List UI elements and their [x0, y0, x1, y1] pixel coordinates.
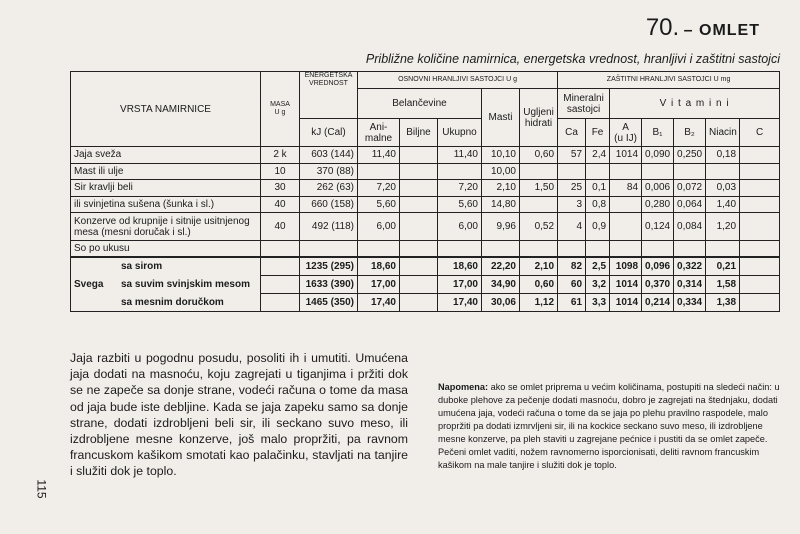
table-row — [71, 213, 780, 241]
value-cell: 0,006 — [642, 180, 674, 197]
value-cell: 0,090 — [642, 147, 674, 164]
header-plant: Biljne — [400, 119, 438, 147]
value-cell: 0,124 — [642, 213, 674, 241]
header-mass: MASA U g — [261, 72, 300, 147]
total-value-cell: 0,370 — [642, 276, 674, 294]
value-cell: 40 — [261, 213, 300, 241]
value-cell — [358, 163, 400, 180]
total-value-cell: 34,90 — [482, 276, 520, 294]
value-cell — [610, 241, 642, 258]
value-cell: 3 — [558, 196, 586, 213]
value-cell: 6,00 — [358, 213, 400, 241]
header-a: A (u IJ) — [610, 119, 642, 147]
total-value-cell: 18,60 — [438, 257, 482, 276]
header-fats: Masti — [482, 89, 520, 147]
value-cell: 0,8 — [586, 196, 610, 213]
value-cell — [558, 163, 586, 180]
total-value-cell — [740, 294, 780, 312]
total-value-cell: 1098 — [610, 257, 642, 276]
value-cell — [642, 163, 674, 180]
header-vitamins: V i t a m i n i — [610, 89, 780, 119]
total-value-cell: 1,58 — [706, 276, 740, 294]
total-value-cell: 3,3 — [586, 294, 610, 312]
table-row — [71, 180, 780, 197]
value-cell: 84 — [610, 180, 642, 197]
value-cell: 370 (88) — [300, 163, 358, 180]
value-cell — [740, 147, 780, 164]
total-value-cell: 3,2 — [586, 276, 610, 294]
total-value-cell: 2,10 — [520, 257, 558, 276]
total-variant-cell — [121, 257, 300, 276]
header-niacin: Niacin — [706, 119, 740, 147]
total-variant-cell — [121, 276, 300, 294]
header-kj: kJ (Cal) — [300, 119, 358, 147]
food-name-cell: Jaja sveža — [71, 147, 261, 164]
total-value-cell: 17,00 — [438, 276, 482, 294]
value-cell — [400, 180, 438, 197]
value-cell: 5,60 — [358, 196, 400, 213]
value-cell: 7,20 — [358, 180, 400, 197]
value-cell: 492 (118) — [300, 213, 358, 241]
value-cell: 11,40 — [438, 147, 482, 164]
value-cell — [706, 241, 740, 258]
total-value-cell: 17,00 — [358, 276, 400, 294]
value-cell: 0,03 — [706, 180, 740, 197]
table-row — [71, 163, 780, 180]
total-value-cell: 17,40 — [438, 294, 482, 312]
food-name-cell: Sir kravlji beli — [71, 180, 261, 197]
header-total: Ukupno — [438, 119, 482, 147]
value-cell — [586, 163, 610, 180]
value-cell — [400, 147, 438, 164]
food-name-cell: Mast ili ulje — [71, 163, 261, 180]
recipe-number: 70. — [645, 14, 680, 41]
value-cell: 0,250 — [674, 147, 706, 164]
value-cell: 5,60 — [438, 196, 482, 213]
value-cell — [674, 163, 706, 180]
table-caption: Približne količine namirnica, energetska vrednost, hranljivi i zaštitni sastojci — [365, 52, 780, 66]
value-cell: 0,084 — [674, 213, 706, 241]
value-cell: 0,9 — [586, 213, 610, 241]
value-cell: 1,20 — [706, 213, 740, 241]
total-value-cell: 0,60 — [520, 276, 558, 294]
value-cell: 10 — [261, 163, 300, 180]
value-cell: 1014 — [610, 147, 642, 164]
value-cell: 10,00 — [482, 163, 520, 180]
table-row — [71, 241, 780, 258]
value-cell — [520, 163, 558, 180]
header-energy: ENERGETSKA VREDNOST — [300, 72, 358, 119]
value-cell: 30 — [261, 180, 300, 197]
value-cell — [520, 241, 558, 258]
food-name-cell: So po ukusu — [71, 241, 261, 258]
value-cell — [300, 241, 358, 258]
value-cell: 2 k — [261, 147, 300, 164]
value-cell: 0,60 — [520, 147, 558, 164]
value-cell: 603 (144) — [300, 147, 358, 164]
total-value-cell — [400, 294, 438, 312]
value-cell — [740, 241, 780, 258]
total-value-cell: 1,12 — [520, 294, 558, 312]
value-cell: 11,40 — [358, 147, 400, 164]
value-cell — [740, 196, 780, 213]
header-c: C — [740, 119, 780, 147]
value-cell — [358, 241, 400, 258]
value-cell: 14,80 — [482, 196, 520, 213]
header-b1: B₁ — [642, 119, 674, 147]
header-ca: Ca — [558, 119, 586, 147]
value-cell: 0,18 — [706, 147, 740, 164]
note-label: Napomena: — [438, 382, 489, 392]
total-value-cell — [740, 257, 780, 276]
total-value-cell: 1,38 — [706, 294, 740, 312]
value-cell — [400, 241, 438, 258]
total-label: Svega — [71, 257, 261, 312]
value-cell — [610, 196, 642, 213]
value-cell: 1,50 — [520, 180, 558, 197]
value-cell: 0,072 — [674, 180, 706, 197]
note — [438, 381, 783, 472]
value-cell: 2,10 — [482, 180, 520, 197]
food-name-cell: Konzerve od krupnije i sitnije usitnjenog mesa (mesni doručak i sl.) — [71, 213, 261, 241]
value-cell — [558, 241, 586, 258]
value-cell — [400, 196, 438, 213]
header-b2: B₂ — [674, 119, 706, 147]
total-value-cell — [400, 276, 438, 294]
table-row — [71, 147, 780, 164]
total-value-cell: 30,06 — [482, 294, 520, 312]
total-variant-cell — [121, 294, 300, 312]
header-food: VRSTA NAMIRNICE — [71, 72, 261, 147]
value-cell: 0,280 — [642, 196, 674, 213]
value-cell: 40 — [261, 196, 300, 213]
value-cell: 0,52 — [520, 213, 558, 241]
total-value-cell: 0,334 — [674, 294, 706, 312]
total-value-cell: 0,096 — [642, 257, 674, 276]
total-value-cell — [740, 276, 780, 294]
value-cell — [740, 180, 780, 197]
value-cell — [400, 163, 438, 180]
value-cell — [261, 241, 300, 258]
total-value-cell: 60 — [558, 276, 586, 294]
total-value-cell: 61 — [558, 294, 586, 312]
value-cell — [482, 241, 520, 258]
total-value-cell: 2,5 — [586, 257, 610, 276]
value-cell — [520, 196, 558, 213]
header-animal: Ani- malne — [358, 119, 400, 147]
total-value-cell: 17,40 — [358, 294, 400, 312]
value-cell — [610, 213, 642, 241]
total-value-cell: 82 — [558, 257, 586, 276]
total-variant-label: sa mesnim doručkom — [121, 297, 224, 308]
total-value-cell: 1235 (295) — [300, 257, 358, 276]
header-proteins: Belančevine — [358, 89, 482, 119]
value-cell: 262 (63) — [300, 180, 358, 197]
value-cell — [642, 241, 674, 258]
total-value-cell: 1014 — [610, 294, 642, 312]
total-value-cell: 0,322 — [674, 257, 706, 276]
value-cell: 7,20 — [438, 180, 482, 197]
total-variant-label: sa sirom — [121, 261, 163, 272]
value-cell — [438, 241, 482, 258]
recipe-title — [646, 14, 760, 42]
value-cell: 4 — [558, 213, 586, 241]
value-cell: 0,064 — [674, 196, 706, 213]
total-value-cell: 18,60 — [358, 257, 400, 276]
header-basic: OSNOVNI HRANLJIVI SASTOJCI U g — [358, 72, 558, 89]
value-cell — [674, 241, 706, 258]
header-protective: ZAŠTITNI HRANLJIVI SASTOJCI U mg — [558, 72, 780, 89]
value-cell: 0,1 — [586, 180, 610, 197]
value-cell — [740, 213, 780, 241]
value-cell: 1,40 — [706, 196, 740, 213]
total-value-cell: 1633 (390) — [300, 276, 358, 294]
total-value-cell — [400, 257, 438, 276]
value-cell: 2,4 — [586, 147, 610, 164]
total-variant-label: sa suvim svinjskim mesom — [121, 279, 250, 290]
total-value-cell: 1465 (350) — [300, 294, 358, 312]
total-value-cell: 0,214 — [642, 294, 674, 312]
value-cell — [610, 163, 642, 180]
page-number: 115 — [34, 479, 49, 499]
value-cell — [400, 213, 438, 241]
note-text: ako se omlet priprema u većim količinama, postupiti na sledeći način: u duboke plehove za pečenje dodati masnoću, dobro je zagrejati na štednjaku, dodati umućena jaja, vodeći računa o tome da se jaja po plehu pravilno raspodele, malo propržiti pa dodati izmrvljeni sir, ili na kockice seckano suvo meso, ili izdrobljene mesne konzerve, pa pleh staviti u zagrejane pećnice i pustiti da se omlet zapeče. Pečeni omlet vaditi, nožem ravnomerno isporcionisati, deliti ravnom francuskim kašikom na male tanjire i služiti dok je toplo. — [438, 382, 780, 470]
total-value-cell: 1014 — [610, 276, 642, 294]
value-cell — [438, 163, 482, 180]
value-cell — [586, 241, 610, 258]
table-row — [71, 196, 780, 213]
value-cell — [706, 163, 740, 180]
total-value-cell: 0,314 — [674, 276, 706, 294]
food-name-cell: ili svinjetina sušena (šunka i sl.) — [71, 196, 261, 213]
value-cell: 660 (158) — [300, 196, 358, 213]
value-cell: 9,96 — [482, 213, 520, 241]
value-cell: 57 — [558, 147, 586, 164]
value-cell — [740, 163, 780, 180]
header-fe: Fe — [586, 119, 610, 147]
total-value-cell: 22,20 — [482, 257, 520, 276]
value-cell: 10,10 — [482, 147, 520, 164]
value-cell: 25 — [558, 180, 586, 197]
nutrition-table — [70, 71, 780, 312]
preparation-instructions: Jaja razbiti u pogodnu posudu, posoliti ih i umutiti. Umućena jaja dodati na masnoću, koju zagrejati u tiganjima i pržiti dok se ne zapeče sa donje strane, vodeći računa o tome da masa od jaja bude iste debljine. Kada se jaja zapeku samo sa donje strane, dodati izdrobljeni beli sir, ili seckano suvo meso, ili izdrobljene mesne konzerve, još malo propržiti, pa ravnom francuskom kašikom smotati kao palačinku, stavljati na tanjire i služiti dok je toplo. — [70, 351, 408, 479]
total-row — [71, 257, 780, 276]
header-carbs: Ugljeni hidrati — [520, 89, 558, 147]
value-cell: 6,00 — [438, 213, 482, 241]
total-value-cell: 0,21 — [706, 257, 740, 276]
recipe-name: – OMLET — [683, 22, 760, 39]
header-minerals: Mineralni sastojci — [558, 89, 610, 119]
